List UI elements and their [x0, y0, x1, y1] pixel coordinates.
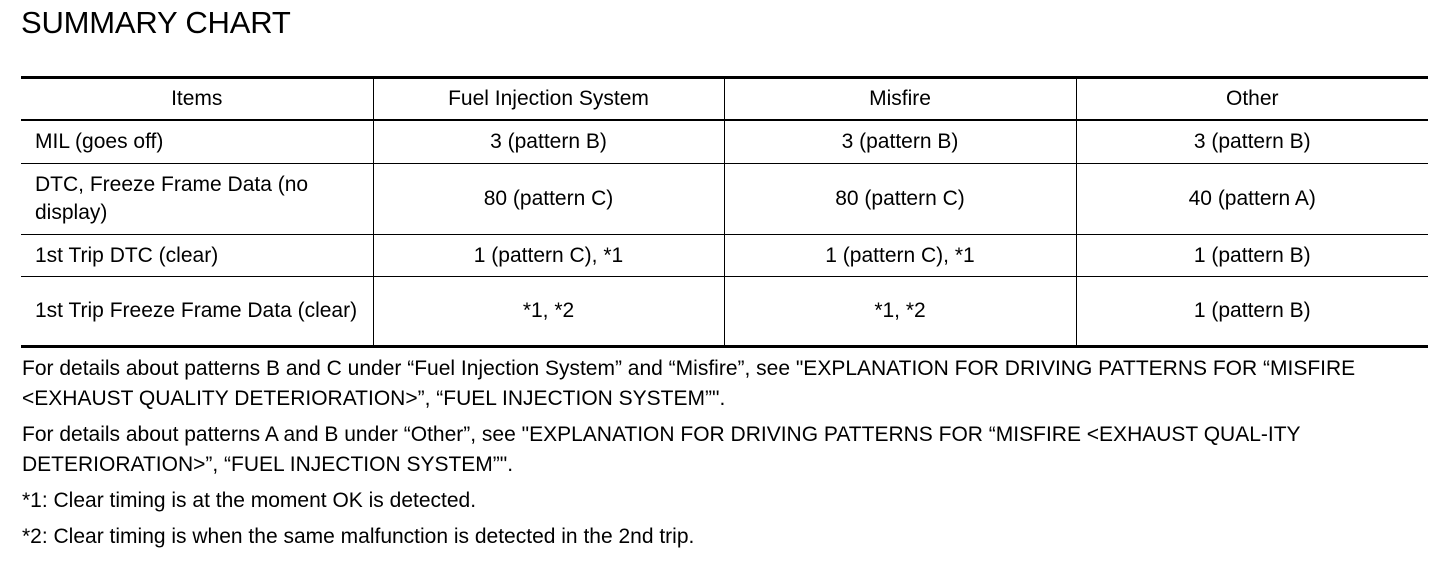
page-title: SUMMARY CHART: [21, 5, 291, 40]
table-header-row: [21, 78, 1428, 121]
summary-table: [21, 76, 1428, 348]
table-row: [21, 235, 1428, 277]
table-row: [21, 120, 1428, 164]
row-item-label: 1st Trip DTC (clear): [21, 235, 373, 277]
note-footnote-1: *1: Clear timing is at the moment OK is detected.: [22, 489, 477, 512]
table-cell: 3 (pattern B): [724, 120, 1076, 164]
table-cell: *1, *2: [373, 277, 724, 347]
table-cell: 3 (pattern B): [1076, 120, 1428, 164]
row-item-label: DTC, Freeze Frame Data (no display): [21, 164, 373, 235]
table-cell: 80 (pattern C): [724, 164, 1076, 235]
table-cell: 40 (pattern A): [1076, 164, 1428, 235]
table-cell: 3 (pattern B): [373, 120, 724, 164]
table-row: [21, 164, 1428, 235]
note-patterns-b-c: For details about patterns B and C under “Fuel Injection System” and “Misfire”, see "EXPLANATION FOR DRIVING PATTERNS FOR “MISFIRE <EXHAUST QUALITY DETERIORATION>”, “FUEL INJECTION SYSTEM”".: [22, 357, 1356, 410]
table-cell: *1, *2: [724, 277, 1076, 347]
row-item-label: 1st Trip Freeze Frame Data (clear): [21, 277, 373, 347]
note-patterns-a-b: For details about patterns A and B under “Other”, see "EXPLANATION FOR DRIVING PATTERNS FOR “MISFIRE <EXHAUST QUAL-ITY DETERIORATION>”, “FUEL INJECTION SYSTEM”".: [22, 423, 1301, 476]
table-row: [21, 277, 1428, 347]
table-cell: 80 (pattern C): [373, 164, 724, 235]
table-cell: 1 (pattern B): [1076, 235, 1428, 277]
row-item-label: MIL (goes off): [21, 120, 373, 164]
column-header-items: Items: [21, 78, 373, 121]
column-header-other: Other: [1076, 78, 1428, 121]
table-cell: 1 (pattern C), *1: [373, 235, 724, 277]
column-header-misfire: Misfire: [724, 78, 1076, 121]
table-cell: 1 (pattern B): [1076, 277, 1428, 347]
table-cell: 1 (pattern C), *1: [724, 235, 1076, 277]
footnotes: [22, 354, 1432, 558]
note-footnote-2: *2: Clear timing is when the same malfunction is detected in the 2nd trip.: [22, 525, 695, 548]
column-header-fuel-injection-system: Fuel Injection System: [373, 78, 724, 121]
